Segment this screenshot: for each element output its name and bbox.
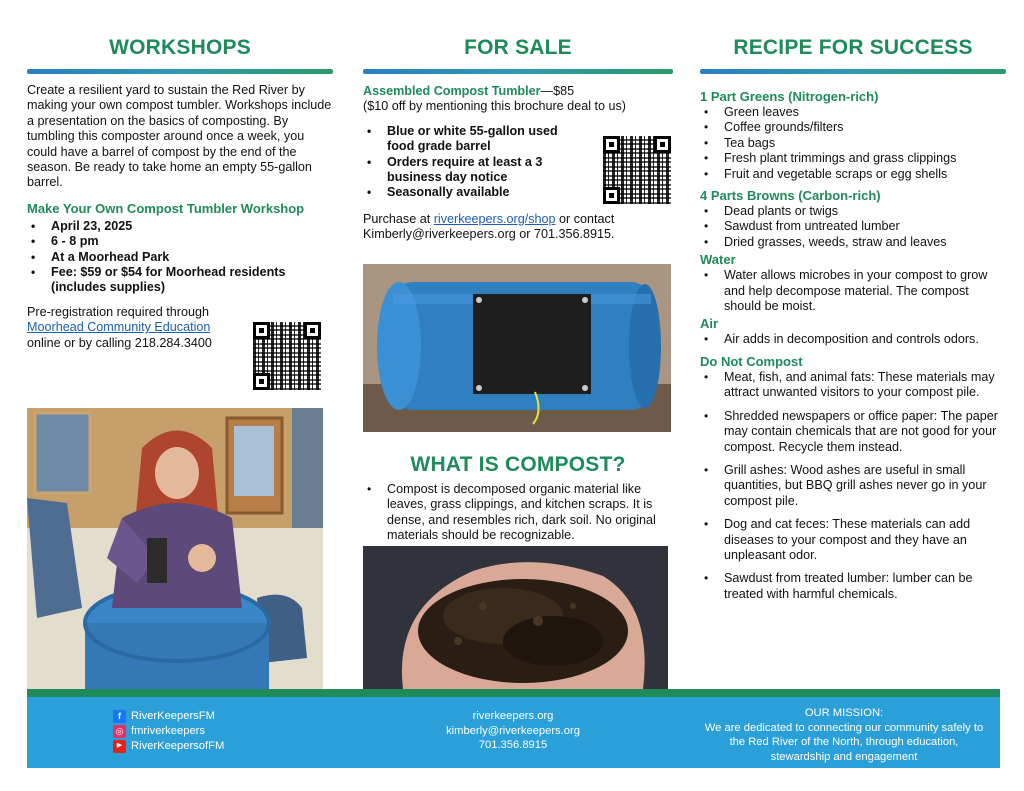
product-price: —$85 xyxy=(540,84,575,98)
workshops-title: WORKSHOPS xyxy=(109,36,251,59)
preregistration-text: Pre-registration required through Moorhead Community Education online or by calling 218.284.3400 xyxy=(27,304,212,350)
social-facebook[interactable]: f RiverKeepersFM xyxy=(113,709,224,724)
list-item: • Meat, fish, and animal fats: These materials may attract unwanted visitors to your compost pile. xyxy=(700,370,1006,401)
list-item: • Seasonally available xyxy=(363,185,585,200)
greens-title: 1 Part Greens (Nitrogen-rich) xyxy=(700,89,879,104)
compost-illustration xyxy=(363,546,668,689)
do-not-compost-title: Do Not Compost xyxy=(700,353,803,369)
list-item: • Air adds in decomposition and controls odors. xyxy=(700,332,1006,347)
air-title: Air xyxy=(700,316,719,332)
workshop-qr-code[interactable] xyxy=(253,322,321,390)
website-link[interactable]: riverkeepers.org xyxy=(472,710,554,722)
youtube-icon: ▶ xyxy=(113,740,126,753)
moorhead-community-education-link[interactable]: Moorhead Community Education xyxy=(27,320,211,335)
purchase-info: Purchase at riverkeepers.org/shop or contact Kimberly@riverkeepers.org or 701.356.8915. xyxy=(363,211,615,242)
do-not-compost-list xyxy=(700,370,1006,602)
list-item: • Sawdust from treated lumber: lumber can be treated with harmful chemicals. xyxy=(700,571,1006,602)
browns-title: 4 Parts Browns (Carbon-rich) xyxy=(700,188,881,204)
social-links xyxy=(113,709,224,754)
for-sale-bullets xyxy=(363,124,585,201)
list-item: • Fruit and vegetable scraps or egg shells xyxy=(700,167,1006,182)
workshops-intro: Create a resilient yard to sustain the Red River by making your own compost tumbler. Workshops include a presentation on the basics of composting. By tumbling this composter around once a week, you could have a barrel of compost by the end of the season. Be ready to take home an empty 55-gallon barrel. xyxy=(27,83,332,190)
instagram-icon: ◎ xyxy=(113,725,126,738)
facebook-icon: f xyxy=(113,710,126,723)
social-instagram[interactable]: ◎ fmriverkeepers xyxy=(113,724,224,739)
greens-list xyxy=(700,105,1006,182)
list-item: • April 23, 2025 xyxy=(27,219,333,234)
social-youtube[interactable]: ▶ RiverKeepersofFM xyxy=(113,739,224,754)
compost-photo xyxy=(363,546,668,689)
discount-note: ($10 off by mentioning this brochure deal to us) xyxy=(363,99,626,114)
workshop-photo xyxy=(27,408,323,689)
water-title: Water xyxy=(700,252,736,268)
browns-list xyxy=(700,204,1006,250)
shop-qr-code[interactable] xyxy=(603,136,671,204)
list-item: • Dog and cat feces: These materials can add diseases to your compost and they have an unpleasant odor. xyxy=(700,517,1006,563)
for-sale-column xyxy=(363,0,673,243)
product-name: Assembled Compost Tumbler xyxy=(363,84,541,98)
list-item: • Grill ashes: Wood ashes are useful in small quantities, but BBQ grill ashes never go in your compost pile. xyxy=(700,463,1006,509)
footer-bar xyxy=(27,689,1000,768)
contact-info xyxy=(367,709,659,753)
list-item: • Fresh plant trimmings and grass clippings xyxy=(700,151,1006,166)
email-link[interactable]: kimberly@riverkeepers.org xyxy=(446,724,580,737)
list-item: • Coffee grounds/filters xyxy=(700,120,1006,135)
workshops-divider xyxy=(27,69,333,74)
workshop-details-list xyxy=(27,219,333,296)
list-item: • Blue or white 55-gallon used food grade barrel xyxy=(363,124,585,155)
list-item: • Compost is decomposed organic material like leaves, grass clippings, and kitchen scraps. It is dense, and resembles rich, dark soil. No original materials should be recognizable. xyxy=(363,482,673,544)
for-sale-divider xyxy=(363,69,673,74)
what-is-compost-list xyxy=(363,482,673,544)
mission-statement xyxy=(703,706,985,764)
list-item: • Water allows microbes in your compost to grow and help decompose material. The compost should be moist. xyxy=(700,268,1006,314)
list-item: • Shredded newspapers or office paper: The paper may contain chemicals that are not good for your compost. Recycle them instead. xyxy=(700,409,1006,455)
product-line xyxy=(363,83,673,99)
recipe-title: RECIPE FOR SUCCESS xyxy=(733,36,973,59)
what-is-compost-section xyxy=(363,452,673,544)
water-list xyxy=(700,268,1006,314)
mission-title: OUR MISSION: xyxy=(804,707,884,719)
for-sale-title: FOR SALE xyxy=(464,36,572,59)
list-item: • At a Moorhead Park xyxy=(27,250,333,265)
air-list xyxy=(700,332,1006,347)
compost-tumbler-photo xyxy=(363,264,671,432)
what-is-compost-title: WHAT IS COMPOST? xyxy=(410,453,626,476)
list-item: • Orders require at least a 3 business day notice xyxy=(363,155,585,186)
list-item: • Dried grasses, weeds, straw and leaves xyxy=(700,235,1006,250)
list-item: • Tea bags xyxy=(700,136,1006,151)
workshops-column xyxy=(27,0,333,351)
list-item: • 6 - 8 pm xyxy=(27,234,333,249)
recipe-column xyxy=(700,0,1006,602)
list-item: • Fee: $59 or $54 for Moorhead residents (includes supplies) xyxy=(27,265,333,296)
workshop-photo-illustration xyxy=(27,408,323,689)
phone-number: 701.356.8915 xyxy=(478,739,548,752)
list-item: • Green leaves xyxy=(700,105,1006,120)
workshop-event-title: Make Your Own Compost Tumbler Workshop xyxy=(27,200,305,216)
shop-link[interactable]: riverkeepers.org/shop xyxy=(433,211,556,226)
list-item: • Dead plants or twigs xyxy=(700,204,1006,219)
list-item: • Sawdust from untreated lumber xyxy=(700,219,1006,234)
recipe-divider xyxy=(700,69,1006,74)
compost-tumbler-illustration xyxy=(363,264,671,432)
mission-text: We are dedicated to connecting our community safely to the Red River of the North, through education, stewardship and engagement xyxy=(704,721,984,763)
